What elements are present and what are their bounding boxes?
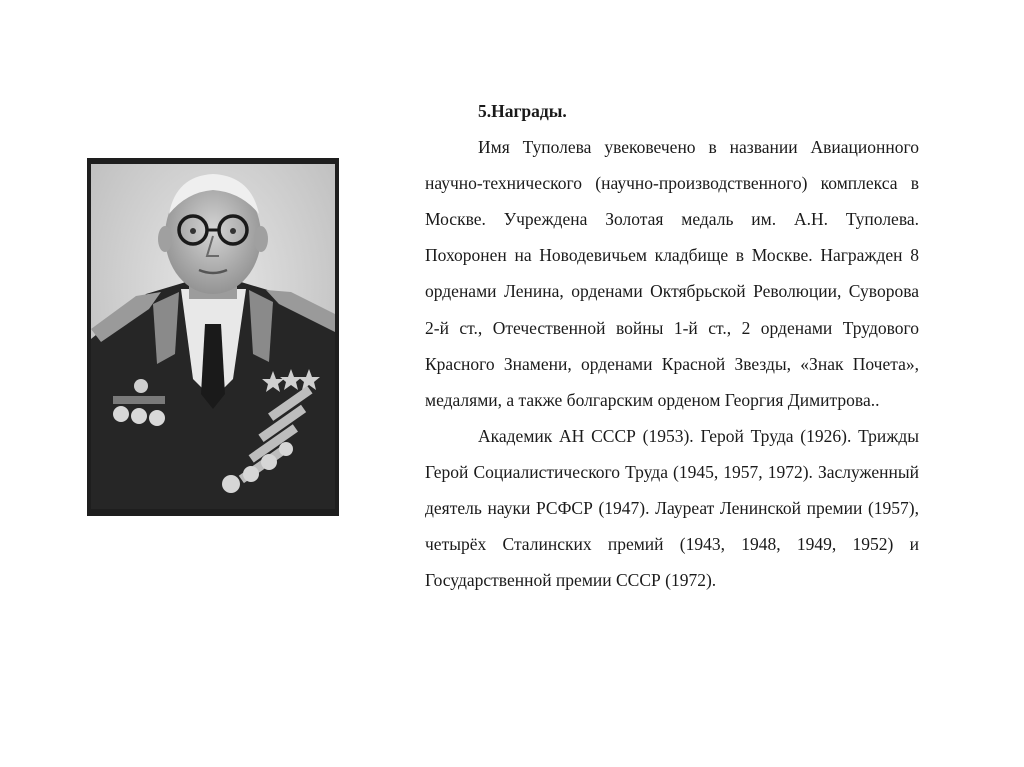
portrait-image <box>91 164 335 509</box>
portrait-photo <box>87 158 339 516</box>
section-heading: 5.Награды. <box>478 101 567 121</box>
awards-text-block <box>425 93 919 598</box>
paragraph-awards: Имя Туполева увековечено в названии Авиационного научно-технического (научно-производственного) комплекса в Москве. Учреждена Золотая медаль им. А.Н. Туполева. Похоронен на Новодевичьем кладбище в Москве. Награжден 8 орденами Ленина, орденами Октябрьской Революции, Суворова 2-й ст., Отечественной войны 1-й ст., 2 орденами Трудового Красного Знамени, орденами Красной Звезды, «Знак Почета», медалями, а также болгарским орденом Георгия Димитрова.. <box>425 137 919 410</box>
paragraph-titles: Академик АН СССР (1953). Герой Труда (1926). Трижды Герой Социалистического Труда (1945, 1957, 1972). Заслуженный деятель науки РСФСР (1947). Лауреат Ленинской премии (1957), четырёх Сталинских премий (1943, 1948, 1949, 1952) и Государственной премии СССР (1972). <box>425 425 919 591</box>
